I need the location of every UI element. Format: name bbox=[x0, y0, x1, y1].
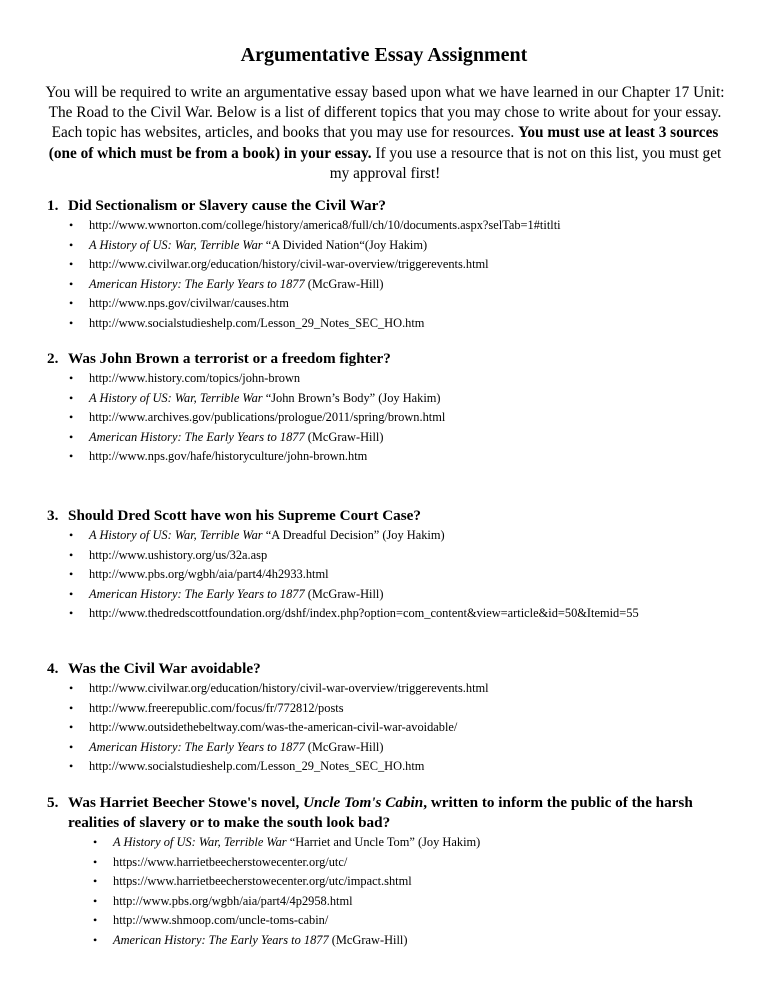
topic-number: 5. bbox=[47, 794, 59, 811]
source-book: • A History of US: War, Terrible War “Harriet and Uncle Tom” (Joy Hakim) bbox=[47, 833, 737, 853]
source-link[interactable]: • http://www.civilwar.org/education/history/civil-war-overview/triggerevents.html bbox=[47, 679, 737, 699]
topic-question-text: Should Dred Scott have won his Supreme Court Case? bbox=[68, 507, 422, 524]
topic-number: 4. bbox=[47, 660, 59, 677]
source-book: • American History: The Early Years to 1877 (McGraw-Hill) bbox=[47, 428, 737, 448]
source-link[interactable]: • http://www.nps.gov/civilwar/causes.htm bbox=[47, 294, 737, 314]
intro-text: You will be required to write an argumentative essay based upon what we have learned in our Chapter 17 Unit: The Road to the Civil War. Below is a list of different topics that you may chose to write about for your essay. Each topic has websites, articles, and books that you may use for resources. bbox=[45, 84, 725, 142]
source-book: • A History of US: War, Terrible War “John Brown’s Body” (Joy Hakim) bbox=[47, 389, 737, 409]
source-link[interactable]: • http://www.archives.gov/publications/prologue/2011/spring/brown.html bbox=[47, 408, 737, 428]
source-link[interactable]: • http://www.socialstudieshelp.com/Lesson_29_Notes_SEC_HO.htm bbox=[47, 757, 737, 777]
source-link[interactable]: • http://www.civilwar.org/education/history/civil-war-overview/triggerevents.html bbox=[47, 255, 737, 275]
intro-requirement: You must use at least 3 sources (one of which must be from a book) in your essay. bbox=[48, 124, 719, 162]
topic-section-1 bbox=[47, 196, 737, 334]
source-list bbox=[47, 216, 737, 334]
topic-question bbox=[47, 349, 737, 369]
source-link[interactable]: • https://www.harrietbeecherstowecenter.org/utc/impact.shtml bbox=[47, 872, 737, 892]
source-link[interactable]: • http://www.history.com/topics/john-brown bbox=[47, 369, 737, 389]
intro-approval-text: If you use a resource that is not on this list, you must get my approval first! bbox=[329, 144, 722, 182]
intro-paragraph bbox=[40, 83, 730, 184]
topic-question bbox=[47, 506, 737, 526]
source-list bbox=[47, 679, 737, 777]
topic-question-text: Did Sectionalism or Slavery cause the Civil War? bbox=[68, 197, 386, 214]
topic-question bbox=[47, 659, 737, 679]
source-link[interactable]: • http://www.ushistory.org/us/32a.asp bbox=[47, 546, 737, 566]
source-link[interactable]: • http://www.shmoop.com/uncle-toms-cabin/ bbox=[47, 911, 737, 931]
source-link[interactable]: • http://www.outsidethebeltway.com/was-the-american-civil-war-avoidable/ bbox=[47, 718, 737, 738]
topic-section-5 bbox=[47, 793, 737, 951]
source-link[interactable]: • https://www.harrietbeecherstowecenter.org/utc/ bbox=[47, 853, 737, 873]
source-book: • A History of US: War, Terrible War “A Divided Nation“(Joy Hakim) bbox=[47, 236, 737, 256]
page-title: Argumentative Essay Assignment bbox=[240, 44, 528, 66]
source-link[interactable]: • http://www.socialstudieshelp.com/Lesson_29_Notes_SEC_HO.htm bbox=[47, 314, 737, 334]
topic-question-text: Was the Civil War avoidable? bbox=[68, 660, 261, 677]
topic-section-4 bbox=[47, 659, 737, 777]
source-link[interactable]: • http://www.freerepublic.com/focus/fr/772812/posts bbox=[47, 699, 737, 719]
source-link[interactable]: • http://www.pbs.org/wgbh/aia/part4/4h2933.html bbox=[47, 565, 737, 585]
topic-number: 2. bbox=[47, 350, 59, 367]
source-book: • A History of US: War, Terrible War “A Dreadful Decision” (Joy Hakim) bbox=[47, 526, 737, 546]
topic-question bbox=[47, 196, 737, 216]
topic-question bbox=[47, 793, 737, 833]
source-book: • American History: The Early Years to 1877 (McGraw-Hill) bbox=[47, 931, 737, 951]
source-list bbox=[47, 526, 737, 624]
topic-number: 1. bbox=[47, 197, 59, 214]
topic-section-3 bbox=[47, 506, 737, 624]
source-link[interactable]: • http://www.thedredscottfoundation.org/dshf/index.php?option=com_content&view=article&id=50&Itemid=55 bbox=[47, 604, 737, 624]
topic-number: 3. bbox=[47, 507, 59, 524]
topic-section-2 bbox=[47, 349, 737, 467]
source-link[interactable]: • http://www.nps.gov/hafe/historyculture/john-brown.htm bbox=[47, 447, 737, 467]
source-book: • American History: The Early Years to 1877 (McGraw-Hill) bbox=[47, 275, 737, 295]
topic-question-text: Was John Brown a terrorist or a freedom fighter? bbox=[68, 350, 391, 367]
source-book: • American History: The Early Years to 1877 (McGraw-Hill) bbox=[47, 585, 737, 605]
source-link[interactable]: • http://www.wwnorton.com/college/history/america8/full/ch/10/documents.aspx?selTab=1#titlti bbox=[47, 216, 737, 236]
source-book: • American History: The Early Years to 1877 (McGraw-Hill) bbox=[47, 738, 737, 758]
source-link[interactable]: • http://www.pbs.org/wgbh/aia/part4/4p2958.html bbox=[47, 892, 737, 912]
source-list bbox=[47, 833, 737, 951]
topic-question-text: Was Harriet Beecher Stowe's novel, Uncle Tom's Cabin, written to inform the public of the harsh realities of slavery or to make the south look bad? bbox=[68, 794, 693, 831]
source-list bbox=[47, 369, 737, 467]
